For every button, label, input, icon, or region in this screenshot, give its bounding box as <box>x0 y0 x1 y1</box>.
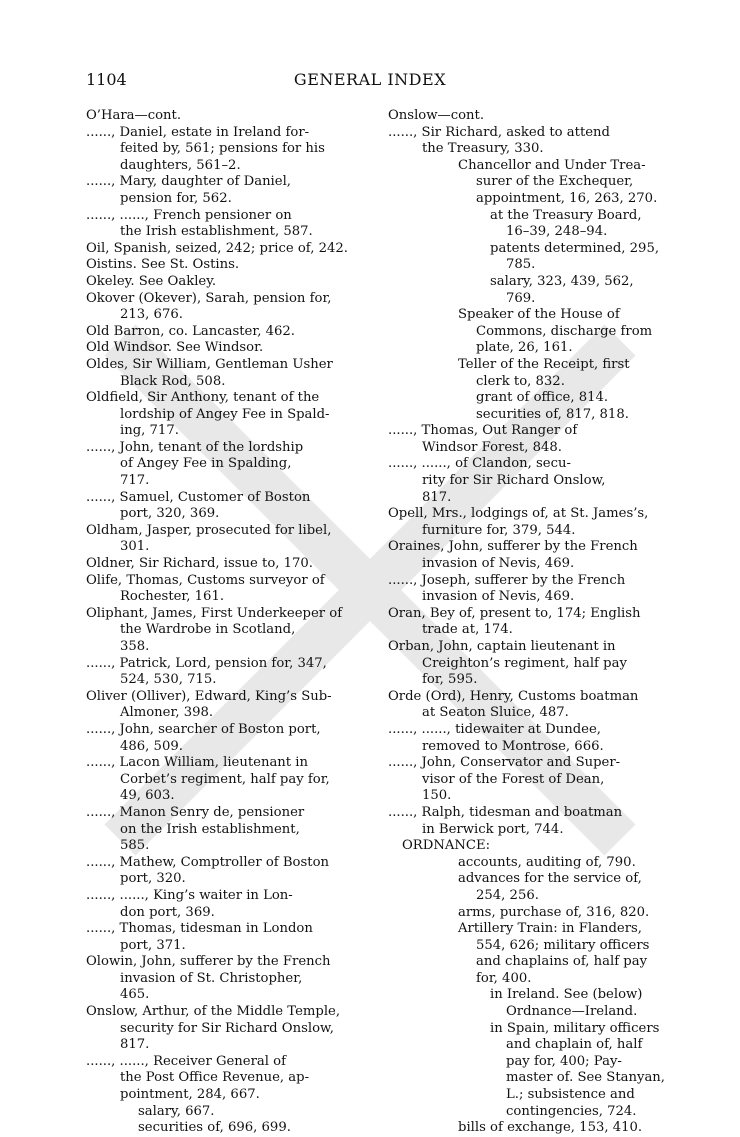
index-line: the Post Office Revenue, ap- <box>120 1070 310 1086</box>
index-line: Rochester, 161. <box>120 589 225 605</box>
index-line: ......, ......, Receiver General of <box>86 1053 286 1069</box>
index-line: appointment, 16, 263, 270. <box>476 190 658 206</box>
index-line: Artillery Train: in Flanders, <box>458 921 642 937</box>
index-line: grant of office, 814. <box>476 390 609 406</box>
index-line: contingencies, 724. <box>506 1103 637 1119</box>
index-line: Old Windsor. See Windsor. <box>86 340 264 356</box>
index-line: salary, 323, 439, 562, <box>490 273 634 289</box>
index-line: 301. <box>120 539 150 555</box>
index-line: 769. <box>506 290 536 306</box>
index-line: Orban, John, captain lieutenant in <box>388 639 616 654</box>
index-line: Oliphant, James, First Underkeeper of <box>86 605 343 621</box>
index-line: ......, John, Conservator and Super- <box>388 755 621 771</box>
left-index-column <box>86 108 358 1137</box>
index-line: Okeley. See Oakley. <box>86 273 217 289</box>
index-line: Orde (Ord), Henry, Customs boatman <box>388 688 639 704</box>
index-line: 49, 603. <box>120 788 175 804</box>
index-line: plate, 26, 161. <box>476 340 573 356</box>
index-line: port, 320, 369. <box>120 506 220 522</box>
index-line: Oliver (Olliver), Edward, King’s Sub- <box>86 688 332 704</box>
index-line: surer of the Exchequer, <box>476 174 634 190</box>
index-line: 554, 626; military officers <box>476 937 650 953</box>
index-line: Corbet’s regiment, half pay for, <box>120 771 330 787</box>
index-line: ......, Lacon William, lieutenant in <box>86 755 308 771</box>
index-line: ......, ......, of Clandon, secu- <box>388 456 571 472</box>
index-line: arms, purchase of, 316, 820. <box>458 904 650 920</box>
index-line: ......, ......, King’s waiter in Lon- <box>86 887 293 903</box>
index-line: Opell, Mrs., lodgings of, at St. James’s, <box>388 506 649 522</box>
index-line: Oldes, Sir William, Gentleman Usher <box>86 356 333 372</box>
index-line: Speaker of the House of <box>458 307 620 323</box>
index-line: don port, 369. <box>120 904 215 920</box>
index-line: advances for the service of, <box>458 871 642 887</box>
index-line: Olife, Thomas, Customs surveyor of <box>86 572 325 588</box>
index-line: and chaplain of, half <box>506 1037 643 1053</box>
index-line: Commons, discharge from <box>476 323 653 339</box>
index-line: 150. <box>422 788 452 804</box>
index-line: 16–39, 248–94. <box>506 224 608 240</box>
index-line: pension for, 562. <box>120 190 232 206</box>
index-line: ......, Thomas, Out Ranger of <box>388 423 578 439</box>
index-line: of Angey Fee in Spalding, <box>120 456 292 472</box>
index-line: ......, ......, tidewaiter at Dundee, <box>388 721 601 737</box>
index-line: ......, John, searcher of Boston port, <box>86 721 321 737</box>
index-line: 817. <box>120 1037 150 1053</box>
index-line: accounts, auditing of, 790. <box>458 854 636 870</box>
index-line: for, 400. <box>476 970 532 986</box>
index-line: invasion of Nevis, 469. <box>422 556 575 572</box>
right-index-column <box>388 108 665 1137</box>
index-line: ing, 717. <box>120 423 179 439</box>
index-line: the Irish establishment, 587. <box>120 224 313 240</box>
index-line: ......, Joseph, sufferer by the French <box>388 572 626 588</box>
index-line: Chancellor and Under Trea- <box>458 157 646 173</box>
index-line: 785. <box>506 257 536 273</box>
index-line: at Seaton Sluice, 487. <box>422 705 569 721</box>
index-line: daughters, 561–2. <box>120 157 241 173</box>
index-line: ......, ......, French pensioner on <box>86 207 292 223</box>
index-line: ......, Ralph, tidesman and boatman <box>388 804 623 820</box>
index-line: port, 371. <box>120 937 186 953</box>
index-line: Teller of the Receipt, first <box>458 356 630 372</box>
index-line: securities of, 696, 699. <box>138 1120 291 1136</box>
index-line: ......, Thomas, tidesman in London <box>86 921 313 937</box>
index-line: 524, 530, 715. <box>120 672 217 688</box>
index-line: clerk to, 832. <box>476 373 565 389</box>
index-line: removed to Montrose, 666. <box>422 738 604 754</box>
index-line: invasion of Nevis, 469. <box>422 589 575 605</box>
index-line: the Wardrobe in Scotland, <box>120 622 296 638</box>
index-line: Oldner, Sir Richard, issue to, 170. <box>86 556 314 572</box>
index-line: O’Hara—cont. <box>86 108 182 123</box>
index-line: 585. <box>120 838 150 854</box>
index-line: 254, 256. <box>476 887 539 903</box>
index-line: in Berwick port, 744. <box>422 821 564 837</box>
index-line: 465. <box>120 987 150 1003</box>
index-line: Oldham, Jasper, prosecuted for libel, <box>86 522 332 538</box>
index-line: on the Irish establishment, <box>120 821 300 837</box>
index-line: rity for Sir Richard Onslow, <box>422 473 606 489</box>
index-line: in Ireland. See (below) <box>490 987 643 1003</box>
index-line: ......, Daniel, estate in Ireland for- <box>86 124 310 140</box>
index-line: at the Treasury Board, <box>490 207 642 223</box>
index-line: Windsor Forest, 848. <box>422 439 562 455</box>
index-line: ......, Mary, daughter of Daniel, <box>86 174 291 190</box>
index-line: Olowin, John, sufferer by the French <box>86 954 331 970</box>
index-line: and chaplains of, half pay <box>476 954 648 970</box>
index-line: 358. <box>120 639 150 654</box>
index-line: Onslow—cont. <box>388 108 485 123</box>
index-line: securities of, 817, 818. <box>476 406 629 422</box>
index-line: Oil, Spanish, seized, 242; price of, 242. <box>86 240 348 256</box>
index-line: pay for, 400; Pay- <box>506 1053 622 1069</box>
index-line: Black Rod, 508. <box>120 373 226 389</box>
index-line: feited by, 561; pensions for his <box>120 141 325 157</box>
index-line: 213, 676. <box>120 307 183 323</box>
index-line: pointment, 284, 667. <box>120 1087 260 1103</box>
index-line: the Treasury, 330. <box>422 141 544 157</box>
index-line: ......, Samuel, Customer of Boston <box>86 489 311 505</box>
index-line: Oistins. See St. Ostins. <box>86 257 240 273</box>
index-line: patents determined, 295, <box>490 240 660 256</box>
index-line: port, 320. <box>120 871 186 887</box>
index-line: Oldfield, Sir Anthony, tenant of the <box>86 390 320 406</box>
index-line: 486, 509. <box>120 738 183 754</box>
index-line: in Spain, military officers <box>490 1020 660 1036</box>
index-line: ......, Patrick, Lord, pension for, 347, <box>86 655 327 671</box>
index-line: 817. <box>422 489 452 505</box>
index-line: visor of the Forest of Dean, <box>422 771 605 787</box>
index-line: ......, Sir Richard, asked to attend <box>388 124 610 140</box>
index-line: salary, 667. <box>138 1103 215 1119</box>
page-number: 1104 <box>86 70 127 89</box>
index-line: security for Sir Richard Onslow, <box>120 1020 334 1036</box>
index-line: Onslow, Arthur, of the Middle Temple, <box>86 1004 341 1020</box>
index-line: master of. See Stanyan, <box>506 1070 665 1086</box>
index-line: for, 595. <box>422 672 478 688</box>
index-line: Okover (Okever), Sarah, pension for, <box>86 290 332 306</box>
index-line: Creighton’s regiment, half pay <box>422 655 627 671</box>
index-line: lordship of Angey Fee in Spald- <box>120 406 330 422</box>
index-line: Oran, Bey of, present to, 174; English <box>388 605 641 621</box>
index-line: 717. <box>120 473 150 489</box>
index-line: Almoner, 398. <box>120 705 214 721</box>
index-line: ORDNANCE: <box>402 838 491 854</box>
index-line: L.; subsistence and <box>506 1087 635 1103</box>
index-line: Old Barron, co. Lancaster, 462. <box>86 323 295 339</box>
running-head-title: GENERAL INDEX <box>293 70 447 89</box>
index-line: Ordnance—Ireland. <box>506 1004 638 1020</box>
index-line: Oraines, John, sufferer by the French <box>388 539 638 555</box>
index-line: ......, Manon Senry de, pensioner <box>86 804 305 820</box>
index-line: invasion of St. Christopher, <box>120 970 303 986</box>
index-line: trade at, 174. <box>422 622 513 638</box>
index-line: furniture for, 379, 544. <box>422 522 576 538</box>
index-line: ......, John, tenant of the lordship <box>86 439 304 455</box>
index-line: ......, Mathew, Comptroller of Boston <box>86 854 330 870</box>
index-line: bills of exchange, 153, 410. <box>458 1120 643 1136</box>
